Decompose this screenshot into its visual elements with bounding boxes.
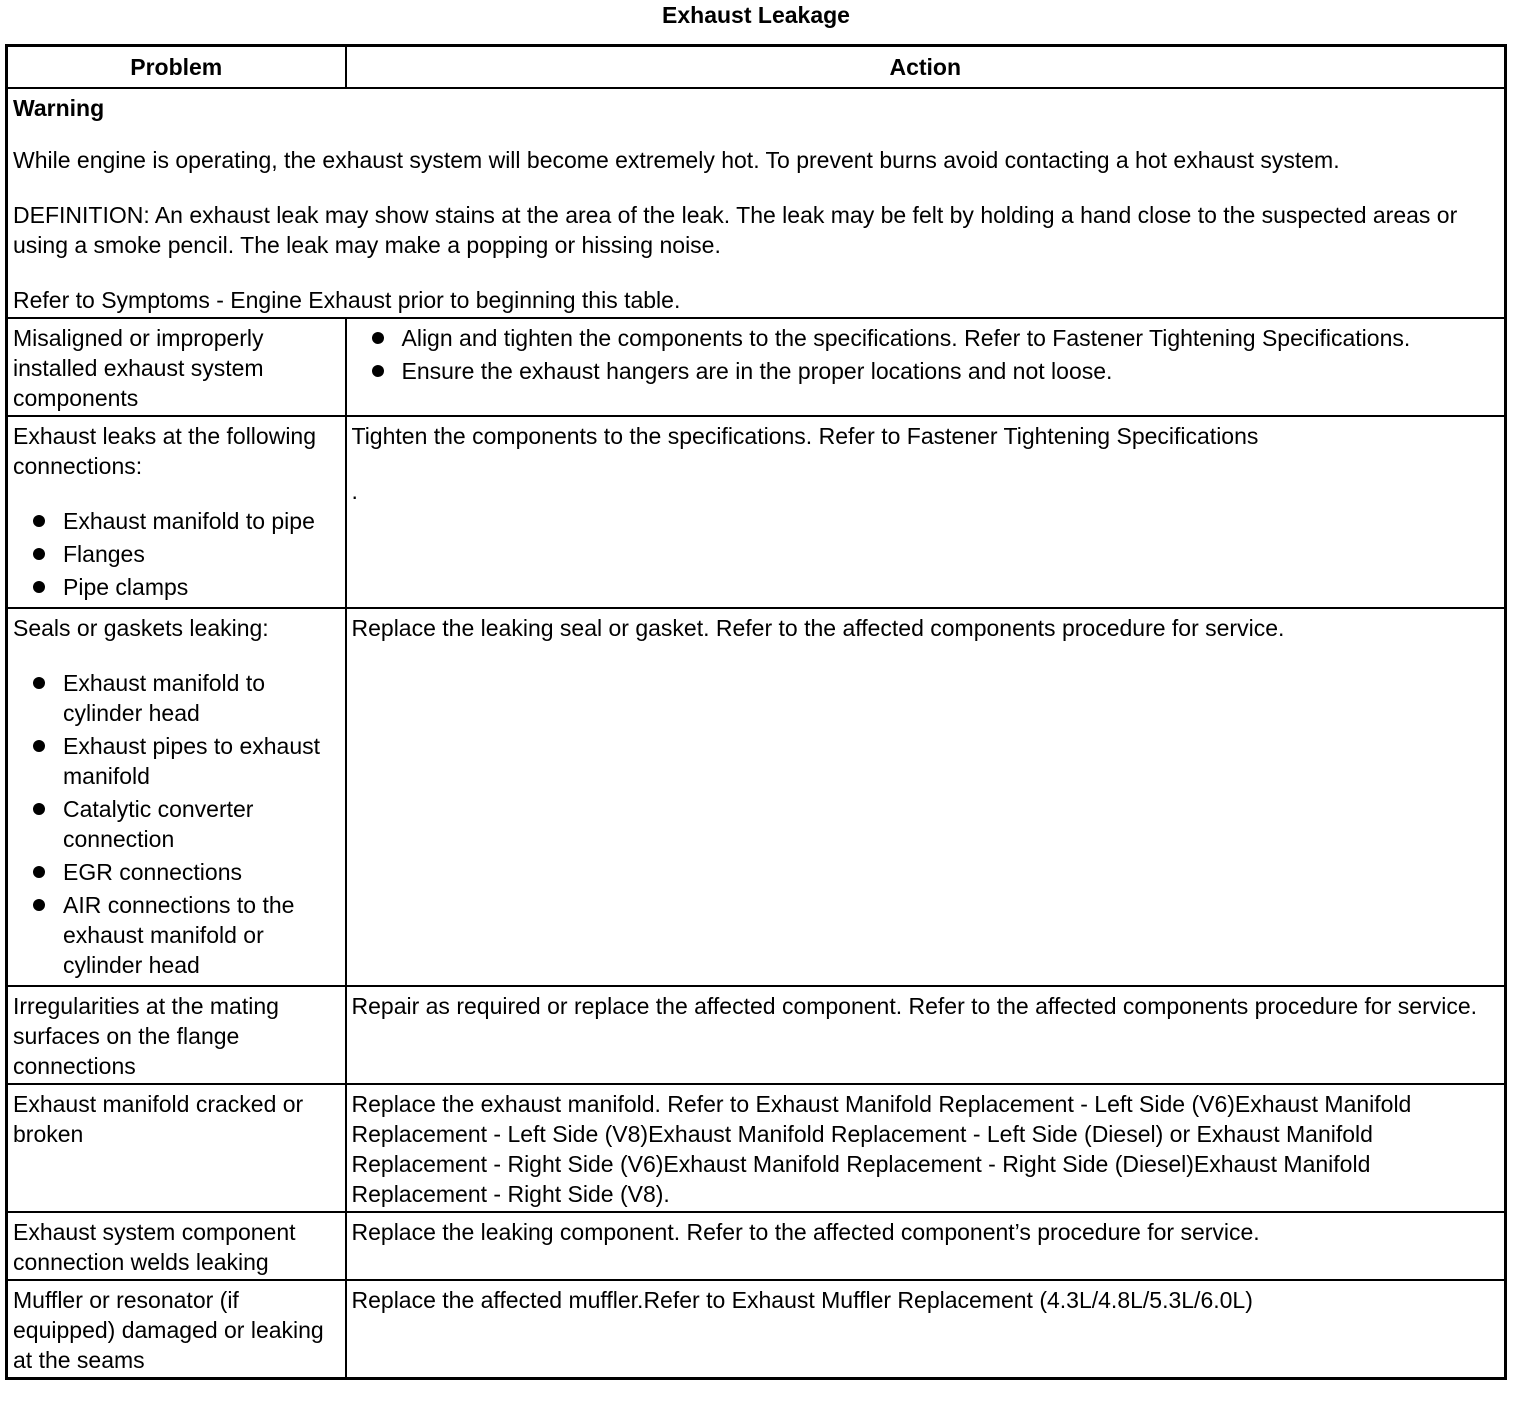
action-list bbox=[352, 323, 1501, 386]
list-item: Exhaust manifold to cylinder head bbox=[13, 668, 341, 728]
action-text: Repair as required or replace the affected component. Refer to the affected components procedure for service. bbox=[351, 993, 1478, 1019]
list-item: Pipe clamps bbox=[13, 572, 341, 602]
bullet-icon bbox=[372, 365, 384, 377]
action-text: Replace the leaking component. Refer to the affected component’s procedure for service. bbox=[351, 1219, 1260, 1245]
problem-text: Muffler or resonator (if equipped) damaged or leaking at the seams bbox=[13, 1287, 324, 1373]
action-cell bbox=[346, 1084, 1506, 1212]
page-title: Exhaust Leakage bbox=[662, 2, 850, 28]
action-cell bbox=[346, 416, 1506, 608]
bullet-icon bbox=[372, 332, 384, 344]
action-cell bbox=[346, 1212, 1506, 1280]
table-row bbox=[7, 416, 1506, 608]
table-row bbox=[7, 1280, 1506, 1379]
warning-text: While engine is operating, the exhaust system will become extremely hot. To prevent burns avoid contacting a hot exhaust system. bbox=[13, 147, 1340, 173]
table-row bbox=[7, 608, 1506, 986]
list-item: Align and tighten the components to the specifications. Refer to Fastener Tightening Specifications. bbox=[352, 323, 1501, 353]
warning-heading: Warning bbox=[13, 95, 105, 121]
bullet-icon bbox=[33, 899, 45, 911]
bullet-icon bbox=[33, 803, 45, 815]
table-row bbox=[7, 1212, 1506, 1280]
bullet-icon bbox=[33, 740, 45, 752]
refer-text: Refer to Symptoms - Engine Exhaust prior to beginning this table. bbox=[13, 287, 681, 313]
list-item: AIR connections to the exhaust manifold or cylinder head bbox=[13, 890, 341, 980]
problem-text: Exhaust leaks at the following connections: bbox=[13, 423, 317, 479]
list-item: Exhaust manifold to pipe bbox=[13, 506, 341, 536]
bullet-icon bbox=[33, 581, 45, 593]
diagnostic-table bbox=[5, 44, 1507, 1380]
list-item: Exhaust pipes to exhaust manifold bbox=[13, 731, 341, 791]
bullet-icon bbox=[33, 866, 45, 878]
problem-text: Irregularities at the mating surfaces on the flange connections bbox=[13, 993, 279, 1079]
header-action: Action bbox=[346, 46, 1506, 89]
action-text: Replace the affected muffler.Refer to Exhaust Muffler Replacement (4.3L/4.8L/5.3L/6.0L) bbox=[351, 1287, 1253, 1313]
action-text: Tighten the components to the specifications. Refer to Fastener Tightening Specifications bbox=[351, 423, 1259, 449]
definition-text: DEFINITION: An exhaust leak may show stains at the area of the leak. The leak may be felt by holding a hand close to the suspected areas or using a smoke pencil. The leak may make a popping or hissing noise. bbox=[13, 202, 1458, 258]
problem-cell bbox=[7, 608, 346, 986]
table-row bbox=[7, 1084, 1506, 1212]
header-problem: Problem bbox=[7, 46, 346, 89]
problem-cell bbox=[7, 1212, 346, 1280]
action-cell bbox=[346, 1280, 1506, 1379]
problem-text: Exhaust system component connection welds leaking bbox=[13, 1219, 296, 1275]
problem-cell bbox=[7, 416, 346, 608]
table-row bbox=[7, 318, 1506, 416]
table-header-row bbox=[7, 46, 1506, 89]
action-text: Replace the exhaust manifold. Refer to Exhaust Manifold Replacement - Left Side (V6)Exhaust Manifold Replacement - Left Side (V8)Exhaust Manifold Replacement - Left Side (Diesel) or Exhaust Manifold Replacement - Right Side (V6)Exhaust Manifold Replacement - Right Side (Diesel)Exhaust Manifold Replacement - Right Side (V8). bbox=[351, 1091, 1412, 1207]
problem-cell bbox=[7, 1084, 346, 1212]
bullet-icon bbox=[33, 515, 45, 527]
problem-text: Exhaust manifold cracked or broken bbox=[13, 1091, 304, 1147]
bullet-icon bbox=[33, 548, 45, 560]
action-cell bbox=[346, 608, 1506, 986]
action-cell bbox=[346, 986, 1506, 1084]
problem-cell bbox=[7, 318, 346, 416]
action-text: Replace the leaking seal or gasket. Refer to the affected components procedure for service. bbox=[351, 615, 1285, 641]
problem-text: Misaligned or improperly installed exhaust system components bbox=[13, 325, 264, 411]
table-row bbox=[7, 986, 1506, 1084]
problem-list bbox=[13, 506, 341, 602]
problem-list bbox=[13, 668, 341, 980]
warning-cell bbox=[7, 88, 1506, 318]
bullet-icon bbox=[33, 677, 45, 689]
action-cell bbox=[346, 318, 1506, 416]
problem-cell bbox=[7, 986, 346, 1084]
list-item: EGR connections bbox=[13, 857, 341, 887]
list-item: Catalytic converter connection bbox=[13, 794, 341, 854]
problem-cell bbox=[7, 1280, 346, 1379]
list-item: Flanges bbox=[13, 539, 341, 569]
warning-row bbox=[7, 88, 1506, 318]
list-item: Ensure the exhaust hangers are in the proper locations and not loose. bbox=[352, 356, 1501, 386]
problem-text: Seals or gaskets leaking: bbox=[13, 615, 269, 641]
action-trailing-text: . bbox=[351, 478, 358, 504]
